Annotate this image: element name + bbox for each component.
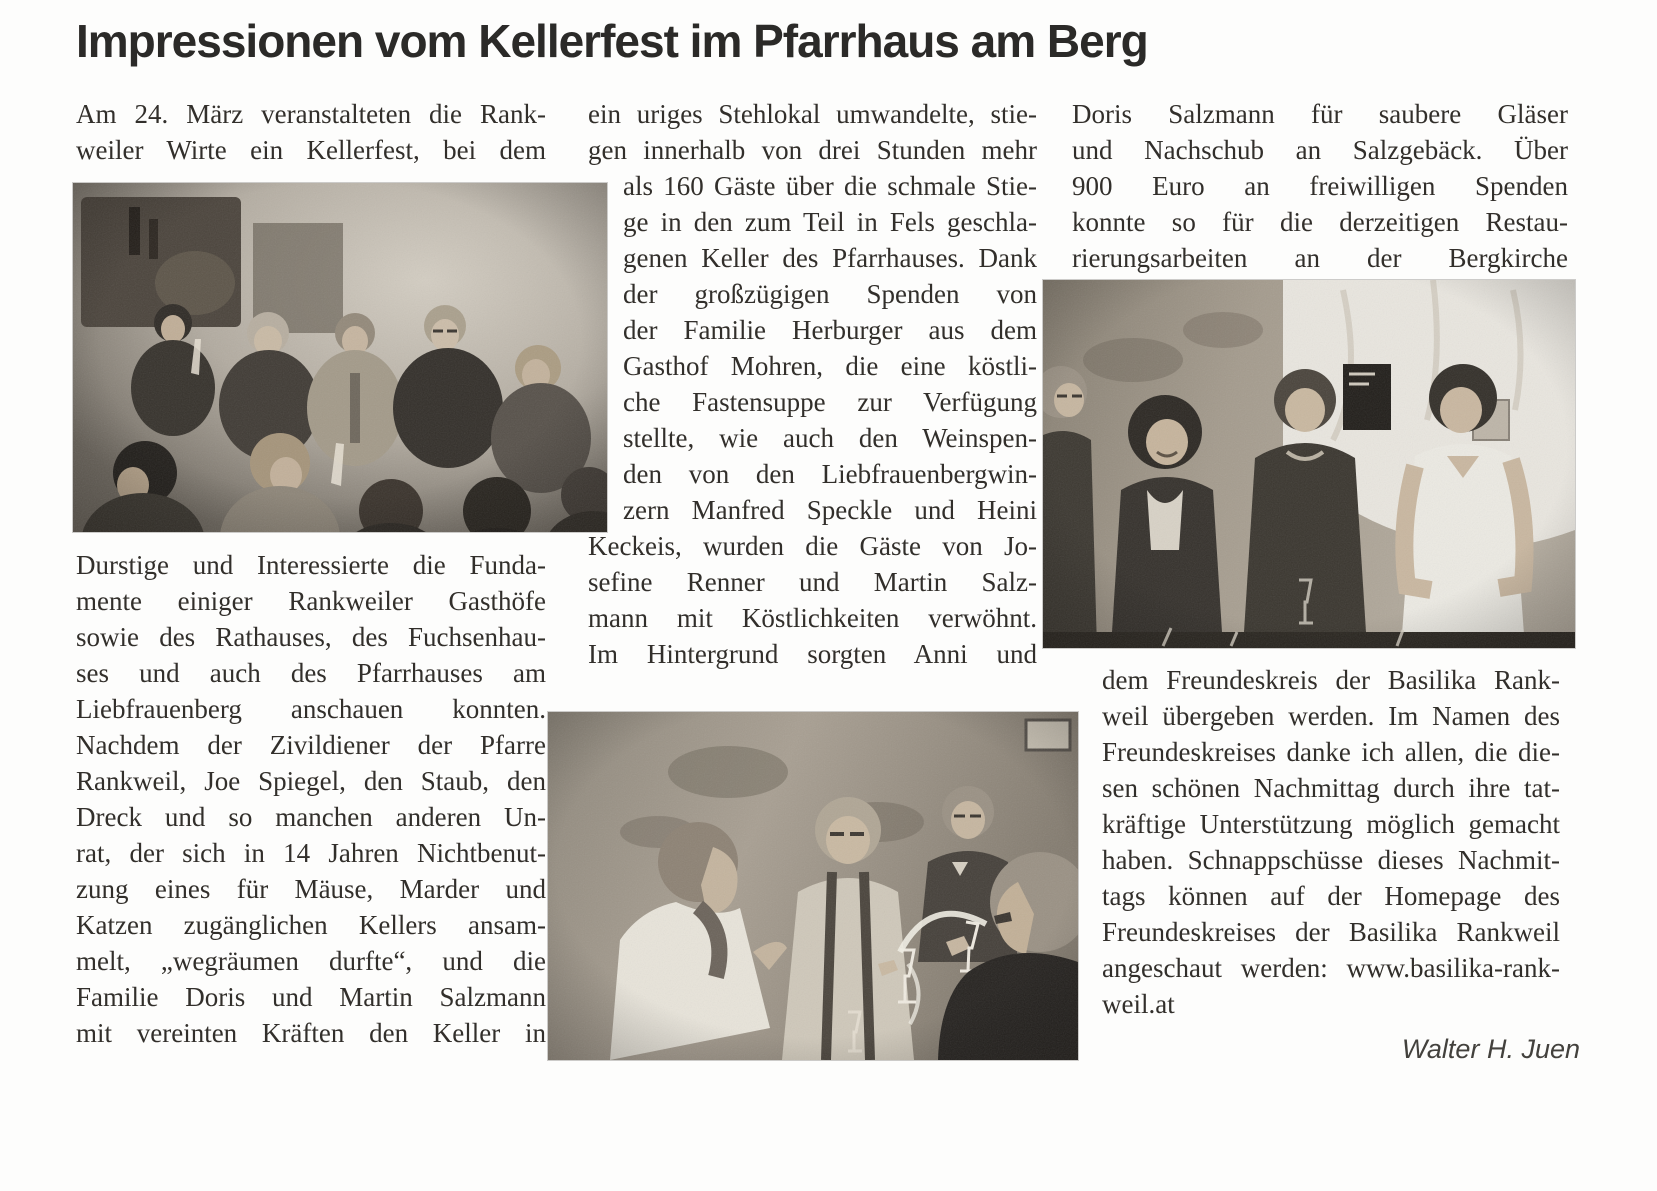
col1-intro [76,96,546,168]
text-line: Am 24. März veranstalteten die Rank- [76,99,546,129]
photo-cellar-crowd-image [73,183,607,532]
col2-wrap [623,168,1037,528]
text-line: angeschaut werden: www.basilika-rank- [1102,953,1560,983]
col1-body [76,547,546,1051]
photo-wine-conversation [548,712,1078,1060]
photo-wine-conversation-image [548,712,1078,1060]
text-line: gen innerhalb von drei Stunden mehr [588,135,1037,165]
photo-cellar-crowd [73,183,607,532]
text-line: Durstige und Interessierte die Funda- [76,550,546,580]
text-line: Liebfrauenberg anschauen konnten. [76,694,546,724]
photo-group-white-cloth [1043,280,1575,648]
text-line: che Fastensuppe zur Verfügung [623,387,1037,417]
text-line: und Nachschub an Salzgebäck. Über [1072,135,1568,165]
text-line: weil.at [1102,989,1175,1019]
text-line: Freundeskreises danke ich allen, die die- [1102,737,1560,767]
text-line: haben. Schnappschüsse dieses Nachmit- [1102,845,1560,875]
byline: Walter H. Juen [1401,1034,1580,1064]
col2-body [588,528,1037,672]
text-line: Im Hintergrund sorgten Anni und [588,639,1037,669]
col3-top [1072,96,1568,276]
text-line: als 160 Gäste über die schmale Stie- [623,171,1037,201]
text-line: den von den Liebfrauenbergwin- [623,459,1037,489]
photo-group-white-cloth-image [1043,280,1575,648]
text-line: genen Keller des Pfarrhauses. Dank [623,243,1037,273]
text-line: ge in den zum Teil in Fels geschla- [623,207,1037,237]
text-line: Keckeis, wurden die Gäste von Jo- [588,531,1037,561]
text-line: Dreck und so manchen anderen Un- [76,802,546,832]
text-line: stellte, wie auch den Weinspen- [623,423,1037,453]
text-line: Doris Salzmann für saubere Gläser [1072,99,1568,129]
text-line: Gasthof Mohren, die eine köstli- [623,351,1037,381]
text-line: tags können auf der Homepage des [1102,881,1560,911]
text-line: melt, „wegräumen durfte“, und die [76,946,546,976]
text-line: weil übergeben werden. Im Namen des [1102,701,1560,731]
text-line: konnte so für die derzeitigen Restau- [1072,207,1568,237]
text-line: mente einiger Rankweiler Gasthöfe [76,586,546,616]
text-line: der großzügigen Spenden von [623,279,1037,309]
text-line: sen schönen Nachmittag durch ihre tat- [1102,773,1560,803]
col2-top [588,96,1037,168]
text-line: rierungsarbeiten an der Bergkirche [1072,243,1568,273]
text-line: kräftige Unterstützung möglich gemacht [1102,809,1560,839]
text-line: Freundeskreises der Basilika Rankweil [1102,917,1560,947]
text-line: der Familie Herburger aus dem [623,315,1037,345]
text-line: sowie des Rathauses, des Fuchsenhau- [76,622,546,652]
text-line: mann mit Köstlichkeiten verwöhnt. [588,603,1037,633]
text-line: mit vereinten Kräften den Keller in [76,1018,546,1048]
text-line: Nachdem der Zivildiener der Pfarre [76,730,546,760]
text-line: ses und auch des Pfarrhauses am [76,658,546,688]
text-line: weiler Wirte ein Kellerfest, bei dem [76,135,546,165]
text-line: Familie Doris und Martin Salzmann [76,982,546,1012]
text-line: Katzen zugänglichen Kellers ansam- [76,910,546,940]
text-line: Rankweil, Joe Spiegel, den Staub, den [76,766,546,796]
text-line: dem Freundeskreis der Basilika Rank- [1102,665,1560,695]
article-title: Impressionen vom Kellerfest im Pfarrhaus am Berg [76,15,1148,67]
col3-body [1102,662,1560,1022]
text-line: rat, der sich in 14 Jahren Nichtbenut- [76,838,546,868]
text-line: sefine Renner und Martin Salz- [588,567,1037,597]
text-line: zern Manfred Speckle und Heini [623,495,1037,525]
text-line: ein uriges Stehlokal umwandelte, stie- [588,99,1037,129]
text-line: 900 Euro an freiwilligen Spenden [1072,171,1568,201]
text-line: zung eines für Mäuse, Marder und [76,874,546,904]
